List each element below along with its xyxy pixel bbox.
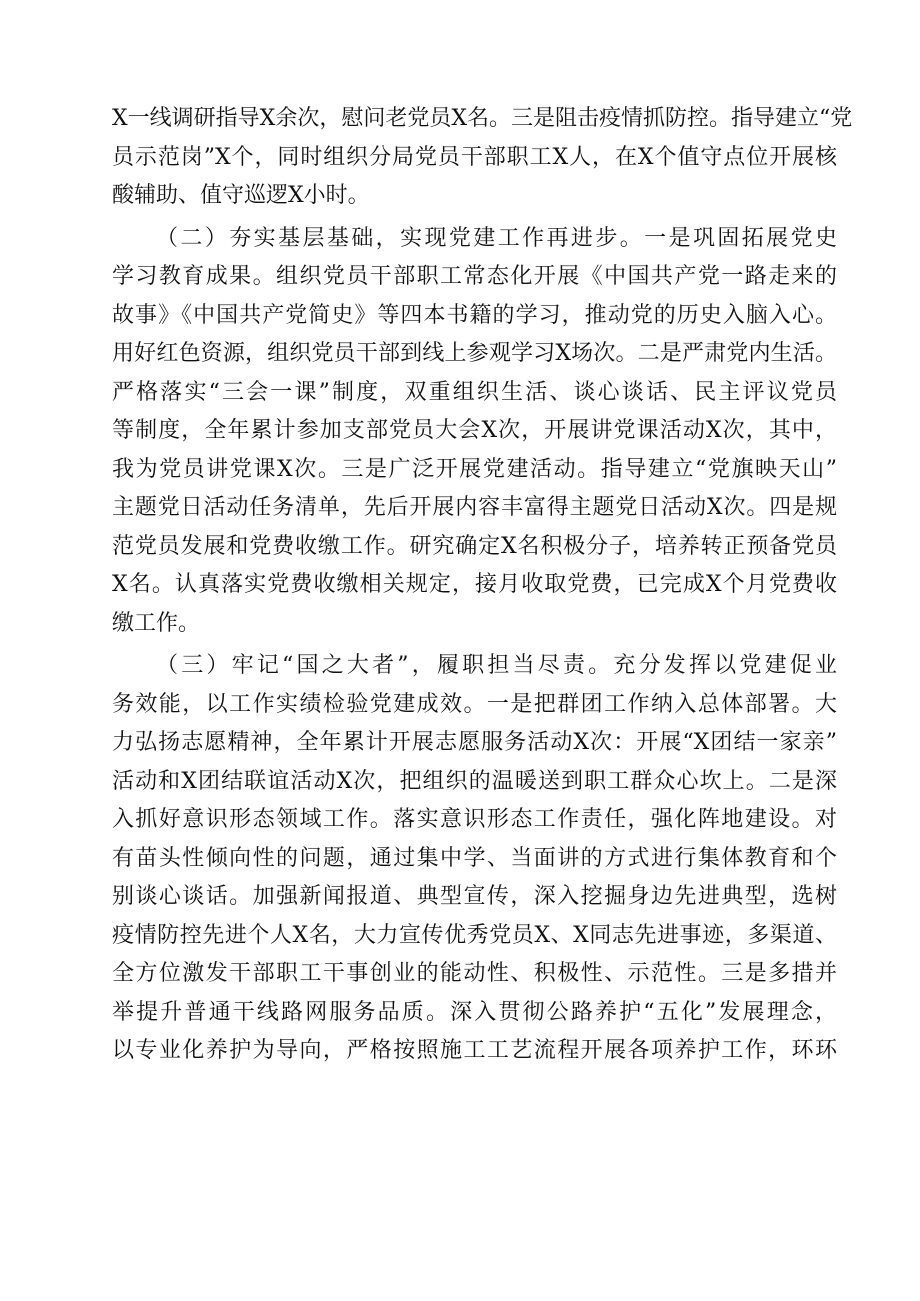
text-line: 等制度，全年累计参加支部党员大会X次，开展讲党课活动X次，其中， <box>112 418 837 443</box>
text-line: 务效能，以工作实绩检验党建成效。一是把群团工作纳入总体部署。大 <box>112 691 837 717</box>
text-line: 学习教育成果。组织党员干部职工常态化开展《中国共产党一路走来的 <box>112 264 837 289</box>
document-body <box>112 100 853 1071</box>
text-line: 用好红色资源，组织党员干部到线上参观学习X场次。二是严肃党内生活。 <box>112 341 837 366</box>
text-line: 酸辅助、值守巡逻X小时。 <box>112 183 370 208</box>
text-line: 力弘扬志愿精神，全年累计开展志愿服务活动X次：开展“X团结一家亲” <box>112 730 837 755</box>
text-line: 我为党员讲党课X次。三是广泛开展党建活动。指导建立“党旗映天山” <box>112 456 837 482</box>
text-line: 有苗头性倾向性的问题，通过集中学、当面讲的方式进行集体教育和个 <box>112 845 837 871</box>
text-line: 活动和X团结联谊活动X次，把组织的温暖送到职工群众心坎上。二是深 <box>112 768 837 794</box>
text-line: 缴工作。 <box>112 610 201 636</box>
text-line: 以专业化养护为导向，严格按照施工工艺流程开展各项养护工作，环环 <box>112 1038 837 1063</box>
text-line: X名。认真落实党费收缴相关规定，接月收取党费，已完成X个月党费收 <box>112 572 837 597</box>
text-line: X一线调研指导X余次，慰问老党员X名。三是阻击疫情抓防控。指导建立“党 <box>112 106 853 131</box>
text-line: 别谈心谈话。加强新闻报道、典型宣传，深入挖掘身边先进典型，选树 <box>112 884 837 909</box>
text-line: 全方位激发干部职工干事创业的能动性、积极性、示范性。三是多措并 <box>112 961 837 986</box>
section-heading-line: （二）夯实基层基础，实现党建工作再进步。一是巩固拓展党史 <box>156 225 837 251</box>
text-line: 入抓好意识形态领域工作。落实意识形态工作责任，强化阵地建设。对 <box>112 807 837 832</box>
text-line: 主题党日活动任务清单，先后开展内容丰富得主题党日活动X次。四是规 <box>112 495 837 520</box>
text-line: 故事》《中国共产党简史》等四本书籍的学习，推动党的历史入脑入心。 <box>112 302 837 328</box>
text-line: 严格落实“三会一课”制度，双重组织生活、谈心谈话、民主评议党员 <box>112 379 837 405</box>
text-line: 员示范岗”X个，同时组织分局党员干部职工X人，在X个值守点位开展核 <box>112 144 837 170</box>
text-line: 举提升普通干线路网服务品质。深入贯彻公路养护“五化”发展理念， <box>112 999 837 1025</box>
text-line: 疫情防控先进个人X名，大力宣传优秀党员X、X同志先进事迹，多渠道、 <box>112 922 837 948</box>
section-heading-line: （三）牢记“国之大者”，履职担当尽责。充分发挥以党建促业 <box>156 653 837 678</box>
text-line: 范党员发展和党费收缴工作。研究确定X名积极分子，培养转正预备党员 <box>112 533 837 559</box>
